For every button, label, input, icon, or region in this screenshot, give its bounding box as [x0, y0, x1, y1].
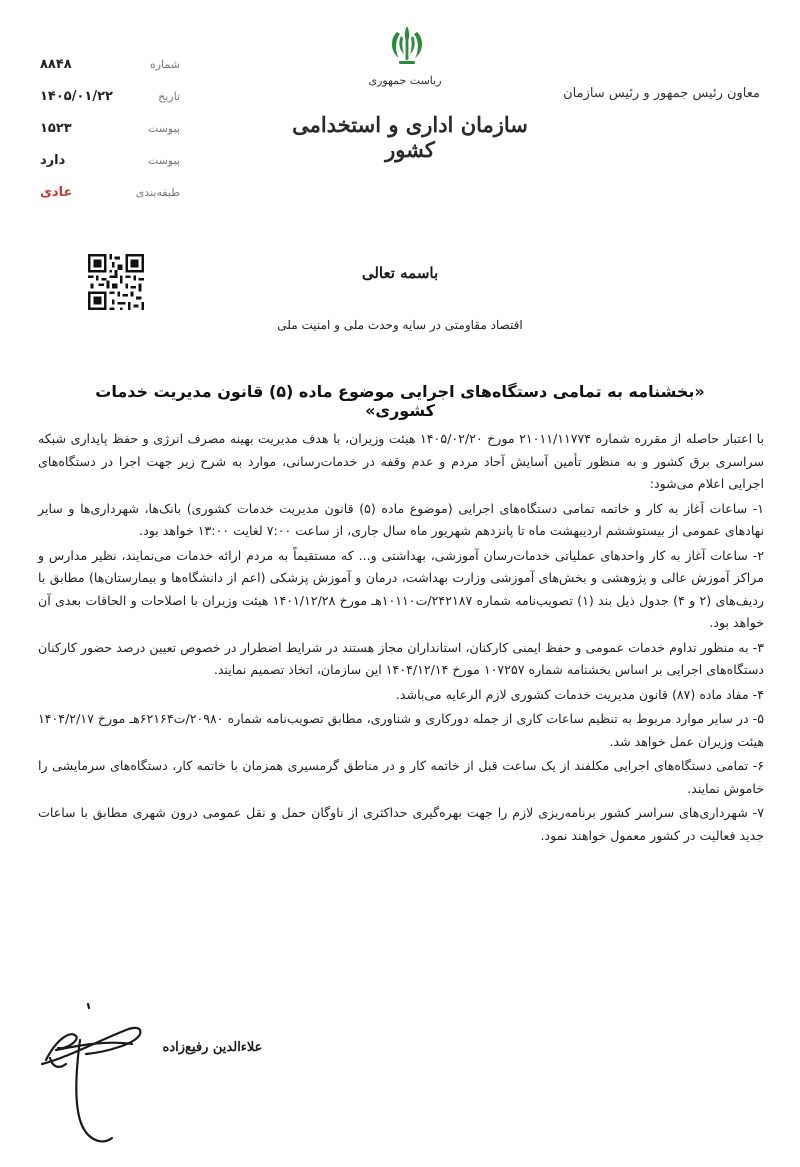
iran-emblem-icon: [383, 22, 431, 68]
meta-row-classification: [40, 176, 180, 208]
meta-label: طبقه‌بندی: [135, 185, 180, 199]
presidency-label: ریاست جمهوری: [368, 74, 442, 87]
meta-row-code: [40, 112, 180, 144]
meta-label: شماره: [149, 57, 180, 71]
classification-value: عادی: [40, 184, 73, 200]
organization-name: سازمان اداری و استخدامی کشور: [292, 112, 528, 162]
clause-2: ۲- ساعات آغاز به کار واحدهای عملیاتی خدمات‌رسان آموزشی، بهداشتی و... که مستقیماً به مردم ارائه خدمات می‌نمایند، نظیر مدارس و مراکز آموزش عالی و پژوهشی و بخش‌های آموزشی وزارت بهداشت، درمان و آموزش پزشکی (اعم از دانشگاه‌ها و بیمارستان‌ها) مطابق با ردیف‌های (۲ و ۴) جدول ذیل بند (۱) تصویب‌نامه شماره ۲۴۲۱۸۷/ت۱۰۱۱۰هـ مورخ ۱۴۰۱/۱۲/۲۸ هیئت وزیران با اصلاحات و الحاقات بعدی آن خواهد بود.: [38, 547, 765, 630]
meta-label: پیوست: [147, 153, 180, 167]
clause-7: ۷- شهرداری‌های سراسر کشور برنامه‌ریزی لازم را جهت بهره‌گیری حداکثری از ناوگان حمل و نقل عمومی درون شهری مطابق با ساعات جدید فعالیت در کشور معمول خواهند نمود.: [38, 805, 764, 843]
signatory-name: علاءالدین رفیع‌زاده: [162, 1040, 263, 1055]
circular-title: «بخشنامه به تمامی دستگاه‌های اجرایی موضوع ماده (۵) قانون مدیریت خدمات کشوری»: [95, 382, 705, 420]
qr-code-icon: [88, 254, 144, 310]
year-slogan: اقتصاد مقاومتی در سایه وحدت ملی و امنیت ملی: [277, 318, 523, 332]
meta-label: پیوست: [147, 121, 180, 135]
bismillah-heading: باسمه تعالی: [361, 264, 439, 282]
meta-value: ۱۴۰۵/۰۱/۲۲: [40, 88, 113, 104]
deputy-title: معاون رئیس جمهور و رئیس سازمان: [563, 86, 760, 101]
letter-meta: [40, 48, 180, 208]
clause-4: ۴- مفاد ماده (۸۷) قانون مدیریت خدمات کشوری لازم الرعایه می‌باشد.: [395, 686, 764, 702]
clause-5: ۵- در سایر موارد مربوط به تنظیم ساعات کاری از جمله دورکاری و شناوری، مطابق تصویب‌نامه شماره ۲۰۹۸۰/ت۶۲۱۶۴هـ مورخ ۱۴۰۴/۲/۱۷ هیئت وزیران عمل خواهد شد.: [38, 711, 764, 749]
meta-label: تاریخ: [158, 89, 180, 103]
letter-body: [38, 428, 764, 849]
meta-value: ۸۸۴۸: [40, 56, 72, 72]
clause-6: ۶- تمامی دستگاه‌های اجرایی مکلفند از یک ساعت قبل از خاتمه کار و در مناطق گرمسیری همزمان با خاتمه کار، دستگاه‌های سرمایشی را خاموش نمایند.: [38, 758, 764, 796]
clause-1: ۱- ساعات آغاز به کار و خاتمه تمامی دستگاه‌های اجرایی (موضوع ماده (۵) قانون مدیریت خدمات کشوری) بانک‌ها، شهرداری‌ها و سایر نهادهای عمومی از بیستوششم اردیبهشت ماه تا پانزدهم شهریور ماه سال جاری، از ساعت ۷:۰۰ لغایت ۱۳:۰۰ خواهد بود.: [38, 500, 765, 538]
meta-row-attachment: [40, 144, 180, 176]
intro-paragraph: با اعتبار حاصله از مقرره شماره ۲۱۰۱۱/۱۱۷۷۴ مورخ ۱۴۰۵/۰۲/۲۰ هیئت وزیران، با هدف مدیریت بهینه مصرف انرژی و حفظ پایداری شبکه سراسری برق کشور و به منظور تأمین آسایش آحاد مردم و عدم وقفه در خدمات‌رسانی، موارد به شرح زیر جهت اجرا در دستگاه‌های اجرایی اعلام می‌شود:: [38, 431, 764, 491]
meta-value: دارد: [40, 152, 66, 168]
clause-3: ۳- به منظور تداوم خدمات عمومی و حفظ ایمنی کارکنان، استانداران مجاز هستند در شرایط اضطرار در خصوص تعیین درصد حضور کارکنان دستگاه‌های اجرایی بر اساس بخشنامه شماره ۱۰۷۲۵۷ مورخ ۱۴۰۴/۱۲/۱۴ این سازمان، اتخاذ تصمیم نمایند.: [38, 639, 764, 677]
meta-row-date: [40, 80, 180, 112]
meta-value: ۱۵۲۳: [40, 120, 72, 136]
handwritten-signature: [36, 1000, 156, 1150]
meta-row-number: [40, 48, 180, 80]
